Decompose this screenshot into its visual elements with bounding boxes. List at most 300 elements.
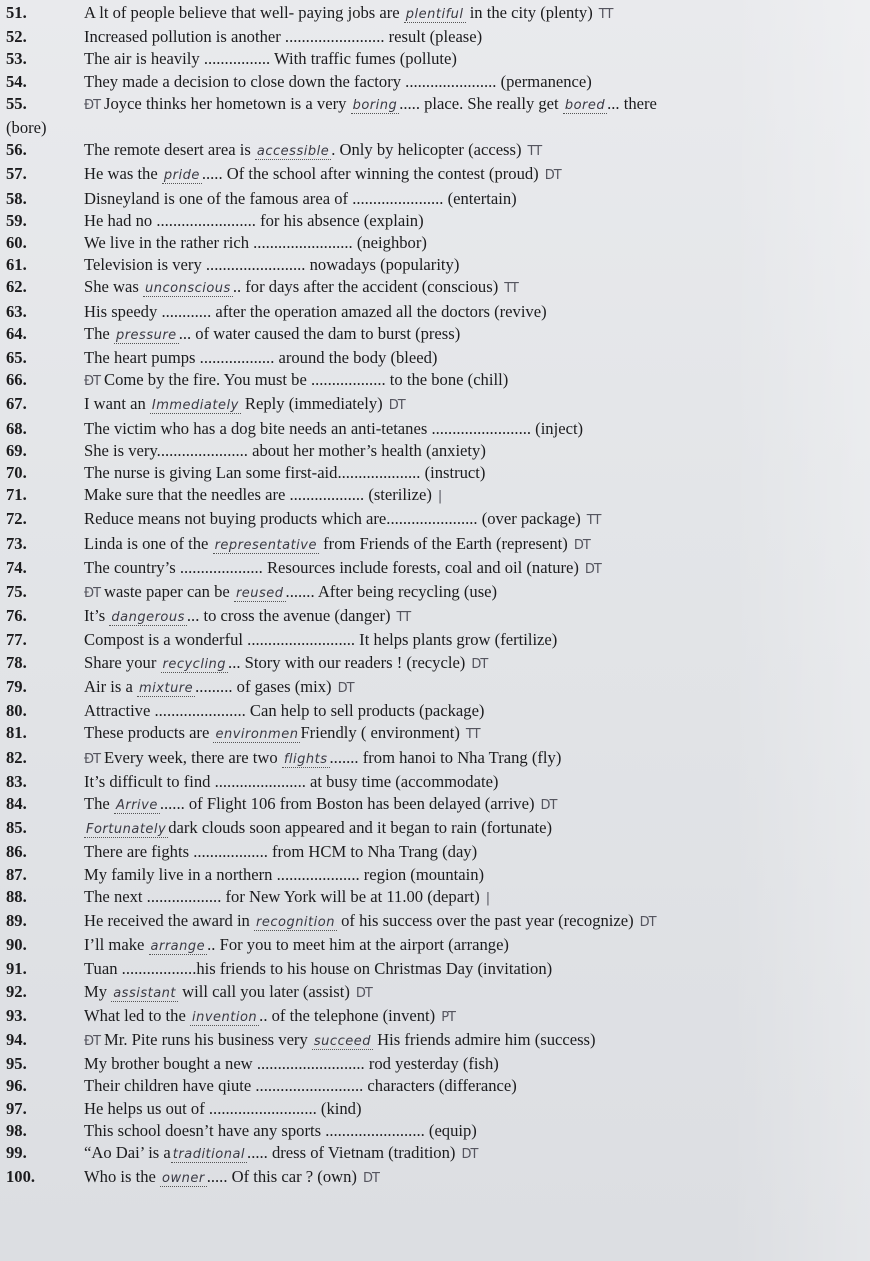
sentence-start: My xyxy=(84,981,112,1001)
exercise-item xyxy=(6,1166,862,1190)
item-sentence xyxy=(84,393,862,417)
item-sentence xyxy=(84,841,862,863)
sentence-start: We live in the rather rich xyxy=(84,233,254,253)
sentence-start: Tuan xyxy=(84,959,122,979)
margin-mark: DT xyxy=(584,561,601,577)
answer-blank: ........................ xyxy=(284,27,385,47)
item-number: 59. xyxy=(6,210,27,230)
sentence-start: Mr. Pite runs his business very xyxy=(104,1029,312,1049)
item-sentence xyxy=(84,934,862,958)
item-sentence xyxy=(84,629,862,651)
item-sentence xyxy=(84,188,862,210)
sentence-start: The xyxy=(84,323,114,343)
margin-mark: DT xyxy=(388,398,405,414)
handwritten-answer: dangerous xyxy=(111,610,185,626)
exercise-item xyxy=(6,393,862,417)
sentence-start: It’s difficult to find xyxy=(84,771,215,791)
answer-blank: ........................ xyxy=(325,1120,425,1140)
exercise-item xyxy=(6,886,862,910)
item-sentence xyxy=(84,484,862,508)
sentence-start: She was xyxy=(84,277,143,297)
sentence-end: ... there xyxy=(607,93,657,113)
answer-blank: .................. xyxy=(310,370,386,390)
item-number: 77. xyxy=(6,630,27,650)
item-sentence xyxy=(84,418,862,440)
sentence-end: Resources include forests, coal and oil (nature) xyxy=(262,557,579,577)
item-sentence xyxy=(84,817,862,841)
answer-blank: ...................... xyxy=(214,771,306,791)
exercise-item xyxy=(6,139,862,163)
item-sentence xyxy=(84,48,862,70)
sentence-start: Every week, there are two xyxy=(104,747,282,767)
item-sentence xyxy=(6,117,862,139)
exercise-item xyxy=(6,1098,862,1120)
answer-blank: .................. xyxy=(199,348,275,368)
exercise-item xyxy=(6,605,862,629)
sentence-start: His speedy xyxy=(84,301,162,321)
item-number: 78. xyxy=(6,652,27,672)
exercise-item xyxy=(6,533,862,557)
answer-blank: ...................... xyxy=(352,188,444,208)
handwritten-answer: Arrive xyxy=(115,797,158,813)
item-sentence xyxy=(84,605,862,629)
item-number: 68. xyxy=(6,418,27,438)
sentence-start: waste paper can be xyxy=(104,582,234,602)
sentence-end: (permanence) xyxy=(496,71,592,91)
margin-mark: DT xyxy=(544,168,561,184)
sentence-start: I want an xyxy=(84,394,150,414)
item-sentence xyxy=(84,747,862,771)
item-number: 100. xyxy=(6,1167,36,1187)
item-number: 66. xyxy=(6,370,27,390)
exercise-item xyxy=(6,163,862,187)
exercise-item xyxy=(6,347,862,369)
sentence-end: rod yesterday (fish) xyxy=(364,1054,499,1074)
item-number: 79. xyxy=(6,676,27,696)
item-sentence xyxy=(84,910,862,934)
sentence-start: The xyxy=(84,793,114,813)
sentence-start: They made a decision to close down the factory xyxy=(84,71,406,91)
margin-mark: DT xyxy=(471,656,488,672)
item-sentence xyxy=(84,676,862,700)
exercise-item xyxy=(6,700,862,722)
item-sentence xyxy=(84,1075,862,1097)
exercise-item xyxy=(6,1005,862,1029)
answer-blank: ...................... xyxy=(156,440,248,460)
exercise-item xyxy=(6,188,862,210)
sentence-end: ..... place. She really get xyxy=(399,93,563,113)
exercise-item xyxy=(6,841,862,863)
sentence-end: (kind) xyxy=(316,1098,362,1118)
sentence-start: He had no xyxy=(84,210,157,230)
item-sentence xyxy=(84,1142,862,1166)
sentence-start: The country’s xyxy=(84,557,180,577)
margin-mark: DT xyxy=(362,1171,379,1187)
sentence-start: It’s xyxy=(84,606,110,626)
handwritten-answer: boring xyxy=(352,97,398,113)
sentence-end: ..... Of this car ? (own) xyxy=(206,1167,357,1187)
sentence-start: He received the award in xyxy=(84,910,254,930)
sentence-start: Disneyland is one of the famous area of xyxy=(84,188,353,208)
item-number: 98. xyxy=(6,1120,27,1140)
sentence-end: .. for days after the accident (conscious) xyxy=(232,277,499,297)
exercise-item xyxy=(6,232,862,254)
sentence-end: at busy time (accommodate) xyxy=(305,771,499,791)
sentence-end: from HCM to Nha Trang (day) xyxy=(267,842,478,862)
margin-mark: TT xyxy=(465,727,480,743)
handwritten-answer: recycling xyxy=(162,656,227,672)
item-sentence xyxy=(84,1098,862,1120)
exercise-item xyxy=(6,508,862,532)
sentence-end: (sterilize) xyxy=(364,485,432,505)
exercise-item xyxy=(6,1120,862,1142)
item-number: 91. xyxy=(6,959,27,979)
exercise-item xyxy=(6,676,862,700)
item-number: 93. xyxy=(6,1005,27,1025)
margin-mark: DT xyxy=(355,985,372,1001)
margin-mark: ĐT xyxy=(84,1033,101,1049)
margin-mark: PT xyxy=(441,1009,455,1025)
item-sentence xyxy=(84,1053,862,1075)
exercise-item xyxy=(6,981,862,1005)
sentence-start: There are fights xyxy=(84,842,194,862)
item-number: 69. xyxy=(6,440,27,460)
sentence-end: ....... from hanoi to Nha Trang (fly) xyxy=(329,747,562,767)
sentence-start: Share your xyxy=(84,652,161,672)
handwritten-answer: arrange xyxy=(150,939,206,955)
item-sentence xyxy=(84,958,862,980)
exercise-item xyxy=(6,652,862,676)
sentence-end: nowadays (popularity) xyxy=(305,255,460,275)
sentence-start: What led to the xyxy=(84,1005,190,1025)
item-sentence xyxy=(84,93,862,117)
exercise-item xyxy=(6,557,862,581)
handwritten-answer: Immediately xyxy=(151,398,239,414)
item-number: 89. xyxy=(6,910,27,930)
exercise-item xyxy=(6,864,862,886)
exercise-item xyxy=(6,629,862,651)
sentence-end: ... to cross the avenue (danger) xyxy=(186,606,391,626)
handwritten-answer: unconscious xyxy=(145,281,231,297)
item-number: 74. xyxy=(6,557,27,577)
item-number: 80. xyxy=(6,701,27,721)
item-number: 72. xyxy=(6,509,27,529)
answer-blank: .................. xyxy=(146,886,222,906)
sentence-end: His friends admire him (success) xyxy=(372,1029,596,1049)
item-number: 86. xyxy=(6,842,27,862)
exercise-item xyxy=(6,771,862,793)
margin-mark: TT xyxy=(504,281,518,297)
margin-mark: ĐT xyxy=(84,374,101,390)
answer-blank: ........................ xyxy=(253,233,353,253)
sentence-start: Television is very xyxy=(84,255,206,275)
item-number: 82. xyxy=(6,747,27,767)
exercise-item xyxy=(6,71,862,93)
exercise-item xyxy=(6,48,862,70)
exercise-item xyxy=(6,301,862,323)
margin-mark: TT xyxy=(396,610,411,626)
sentence-end: (instruct) xyxy=(420,463,486,483)
sentence-end: ......... of gases (mix) xyxy=(195,676,332,696)
handwritten-answer: succeed xyxy=(313,1033,371,1049)
item-number: 67. xyxy=(6,394,27,414)
margin-mark: TT xyxy=(586,513,601,529)
sentence-start: The next xyxy=(84,886,147,906)
answer-blank: .................. xyxy=(289,485,365,505)
sentence-end: in the city (plenty) xyxy=(465,3,593,22)
sentence-start: Air is a xyxy=(84,676,137,696)
sentence-end: ..... Of the school after winning the contest (proud) xyxy=(201,164,539,184)
answer-blank: .................. xyxy=(121,959,197,979)
sentence-end: for his absence (explain) xyxy=(255,210,424,230)
sentence-start: Joyce thinks her hometown is a very xyxy=(104,93,351,113)
item-number: 95. xyxy=(6,1054,27,1074)
margin-mark: DT xyxy=(337,680,354,696)
item-number: 56. xyxy=(6,140,27,160)
sentence-end: Friendly ( environment) xyxy=(300,723,460,743)
exercise-item xyxy=(6,1029,862,1053)
item-number: 81. xyxy=(6,723,27,743)
sentence-end: Can help to sell products (package) xyxy=(245,701,485,721)
sentence-start: The heart pumps xyxy=(84,348,200,368)
item-number: 99. xyxy=(6,1142,27,1162)
item-sentence xyxy=(84,1120,862,1142)
item-sentence xyxy=(84,71,862,93)
sentence-end: Reply (immediately) xyxy=(240,394,383,414)
sentence-start: She is very xyxy=(84,440,157,460)
margin-mark: TT xyxy=(598,7,613,22)
sentence-start: This school doesn’t have any sports xyxy=(84,1120,326,1140)
sentence-end: With traffic fumes (pollute) xyxy=(270,49,457,69)
answer-blank: .......................... xyxy=(256,1054,365,1074)
item-sentence xyxy=(84,210,862,232)
exercise-item xyxy=(6,369,862,393)
item-number: 87. xyxy=(6,864,27,884)
sentence-end: dark clouds soon appeared and it began to rain (fortunate) xyxy=(168,818,553,838)
handwritten-answer: bored xyxy=(564,97,606,113)
sentence-end: ... Story with our readers ! (recycle) xyxy=(228,652,466,672)
sentence-start: These products are xyxy=(84,723,214,743)
item-number: 85. xyxy=(6,818,27,838)
exercise-item xyxy=(6,93,862,117)
sentence-end: (entertain) xyxy=(443,188,517,208)
handwritten-answer: recognition xyxy=(256,914,335,930)
handwritten-answer: pressure xyxy=(115,327,177,343)
answer-blank: ............ xyxy=(161,301,212,321)
margin-mark: ĐT xyxy=(84,97,101,113)
handwritten-answer: reused xyxy=(235,586,284,602)
item-number: 73. xyxy=(6,533,27,553)
item-sentence xyxy=(84,508,862,532)
item-sentence xyxy=(84,232,862,254)
item-sentence xyxy=(84,254,862,276)
sentence-start: The victim who has a dog bite needs an anti-tetanes xyxy=(84,418,432,438)
sentence-start: Who is the xyxy=(84,1167,161,1187)
sentence-end: (neighbor) xyxy=(352,233,427,253)
item-sentence xyxy=(84,533,862,557)
answer-blank: .................. xyxy=(193,842,268,862)
item-sentence xyxy=(84,440,862,462)
item-sentence xyxy=(84,323,862,347)
sentence-end: ..... dress of Vietnam (tradition) xyxy=(247,1142,456,1162)
item-sentence xyxy=(84,1166,862,1190)
exercise-item xyxy=(6,581,862,605)
handwritten-answer: assistant xyxy=(113,985,176,1001)
exercise-item xyxy=(6,817,862,841)
item-number: 54. xyxy=(6,71,27,91)
sentence-end: after the operation amazed all the doctors (revive) xyxy=(211,301,547,321)
item-sentence xyxy=(84,2,862,26)
sentence-end: around the body (bleed) xyxy=(274,348,438,368)
exercise-item xyxy=(6,747,862,771)
margin-mark: DT xyxy=(540,797,557,813)
sentence-start: Increased pollution is another xyxy=(84,27,285,47)
exercise-item xyxy=(6,418,862,440)
sentence-end: It helps plants grow (fertilize) xyxy=(355,630,558,650)
exercise-item xyxy=(6,210,862,232)
item-sentence xyxy=(84,301,862,323)
item-number: 58. xyxy=(6,188,27,208)
item-sentence xyxy=(84,557,862,581)
exercise-item xyxy=(6,958,862,980)
exercise-item xyxy=(6,2,862,26)
sentence-start: The remote desert area is xyxy=(84,140,255,160)
handwritten-answer: traditional xyxy=(172,1146,246,1162)
item-number: 88. xyxy=(6,886,27,906)
item-number: 97. xyxy=(6,1098,27,1118)
exercise-item xyxy=(6,1142,862,1166)
item-sentence xyxy=(84,276,862,300)
exercise-item xyxy=(6,26,862,48)
item-number: 92. xyxy=(6,981,27,1001)
margin-mark: DT xyxy=(639,914,656,930)
item-number: 94. xyxy=(6,1029,27,1049)
item-sentence xyxy=(84,369,862,393)
sentence-start: The air is heavily xyxy=(84,49,204,69)
item-sentence xyxy=(84,1029,862,1053)
exercise-item xyxy=(6,910,862,934)
handwritten-answer: accessible xyxy=(256,144,330,160)
answer-blank: .......................... xyxy=(247,630,356,650)
answer-blank: .................... xyxy=(276,864,360,884)
margin-mark: TT xyxy=(527,144,542,160)
sentence-end: region (mountain) xyxy=(359,864,485,884)
sentence-end: ...... of Flight 106 from Boston has been delayed (arrive) xyxy=(159,793,535,813)
exercise-item xyxy=(6,323,862,347)
margin-mark: ĐT xyxy=(84,751,101,767)
item-sentence xyxy=(84,722,862,746)
item-sentence xyxy=(84,581,862,605)
exercise-item xyxy=(6,276,862,300)
margin-mark: | xyxy=(437,489,442,505)
sentence-start: The nurse is giving Lan some first-aid xyxy=(84,463,338,483)
exercise-item xyxy=(6,484,862,508)
item-number: 61. xyxy=(6,255,27,275)
item-number: 90. xyxy=(6,935,27,955)
item-sentence xyxy=(84,163,862,187)
exercise-item xyxy=(6,440,862,462)
item-sentence xyxy=(84,1005,862,1029)
item-number: 96. xyxy=(6,1076,27,1096)
sentence-end: .. For you to meet him at the airport (arrange) xyxy=(207,935,509,955)
exercise-item xyxy=(6,254,862,276)
exercise-item xyxy=(6,1053,862,1075)
margin-mark: | xyxy=(485,890,490,906)
item-number: 64. xyxy=(6,323,27,343)
item-sentence xyxy=(84,886,862,910)
item-number: 71. xyxy=(6,485,27,505)
item-sentence xyxy=(84,139,862,163)
sentence-start: He was the xyxy=(84,164,162,184)
sentence-start: A lt of people believe that well- paying jobs are xyxy=(84,3,404,22)
answer-blank: ................ xyxy=(203,49,271,69)
sentence-start: Make sure that the needles are xyxy=(84,485,290,505)
sentence-start: He helps us out of xyxy=(84,1098,209,1118)
sentence-end: from Friends of the Earth (represent) xyxy=(319,533,568,553)
item-sentence xyxy=(84,26,862,48)
item-number: 62. xyxy=(6,277,27,297)
item-sentence xyxy=(84,347,862,369)
sentence-start: Attractive xyxy=(84,701,155,721)
item-number: 70. xyxy=(6,463,27,483)
sentence-start: “Ao Dai’ is a xyxy=(84,1142,171,1162)
sentence-end: ....... After being recycling (use) xyxy=(285,582,498,602)
handwritten-answer: mixture xyxy=(139,680,194,696)
sentence-start: Compost is a wonderful xyxy=(84,630,248,650)
exercise-item xyxy=(6,934,862,958)
answer-blank: ........................ xyxy=(205,255,306,275)
item-number: 55. xyxy=(6,93,27,113)
sentence-end: about her mother’s health (anxiety) xyxy=(247,440,486,460)
item-number: 65. xyxy=(6,348,27,368)
answer-blank: .......................... xyxy=(255,1076,364,1096)
sentence-start: My family live in a northern xyxy=(84,864,277,884)
answer-blank: ...................... xyxy=(386,509,478,529)
sentence-end: ... of water caused the dam to burst (press) xyxy=(178,323,461,343)
sentence-start: Come by the fire. You must be xyxy=(104,370,311,390)
item-number: 53. xyxy=(6,49,27,69)
sentence-start: My brother bought a new xyxy=(84,1054,257,1074)
exercise-item xyxy=(6,1075,862,1097)
answer-blank: ........................ xyxy=(431,418,532,438)
sentence-start: (bore) xyxy=(6,118,47,138)
exercise-item xyxy=(6,462,862,484)
item-number: 63. xyxy=(6,301,27,321)
exercise-item xyxy=(6,722,862,746)
item-sentence xyxy=(84,771,862,793)
answer-blank: .................... xyxy=(179,557,263,577)
sentence-end: for New York will be at 11.00 (depart) xyxy=(221,886,480,906)
sentence-end: characters (differance) xyxy=(363,1076,517,1096)
sentence-start: I’ll make xyxy=(84,935,149,955)
sentence-end: . Only by helicopter (access) xyxy=(331,140,522,160)
sentence-end: (over package) xyxy=(477,509,581,529)
answer-blank: .................... xyxy=(337,463,421,483)
item-number: 60. xyxy=(6,233,27,253)
item-sentence xyxy=(84,700,862,722)
sentence-start: Their children have qiute xyxy=(84,1076,256,1096)
exercise-list xyxy=(6,2,862,1190)
handwritten-answer: plentiful xyxy=(405,7,464,22)
sentence-end: (inject) xyxy=(531,418,584,438)
handwritten-answer: owner xyxy=(162,1171,205,1187)
sentence-end: (equip) xyxy=(424,1120,477,1140)
item-number: 52. xyxy=(6,27,27,47)
margin-mark: DT xyxy=(573,537,590,553)
exercise-item xyxy=(6,793,862,817)
answer-blank: ...................... xyxy=(154,701,246,721)
exercise-item xyxy=(6,117,862,139)
